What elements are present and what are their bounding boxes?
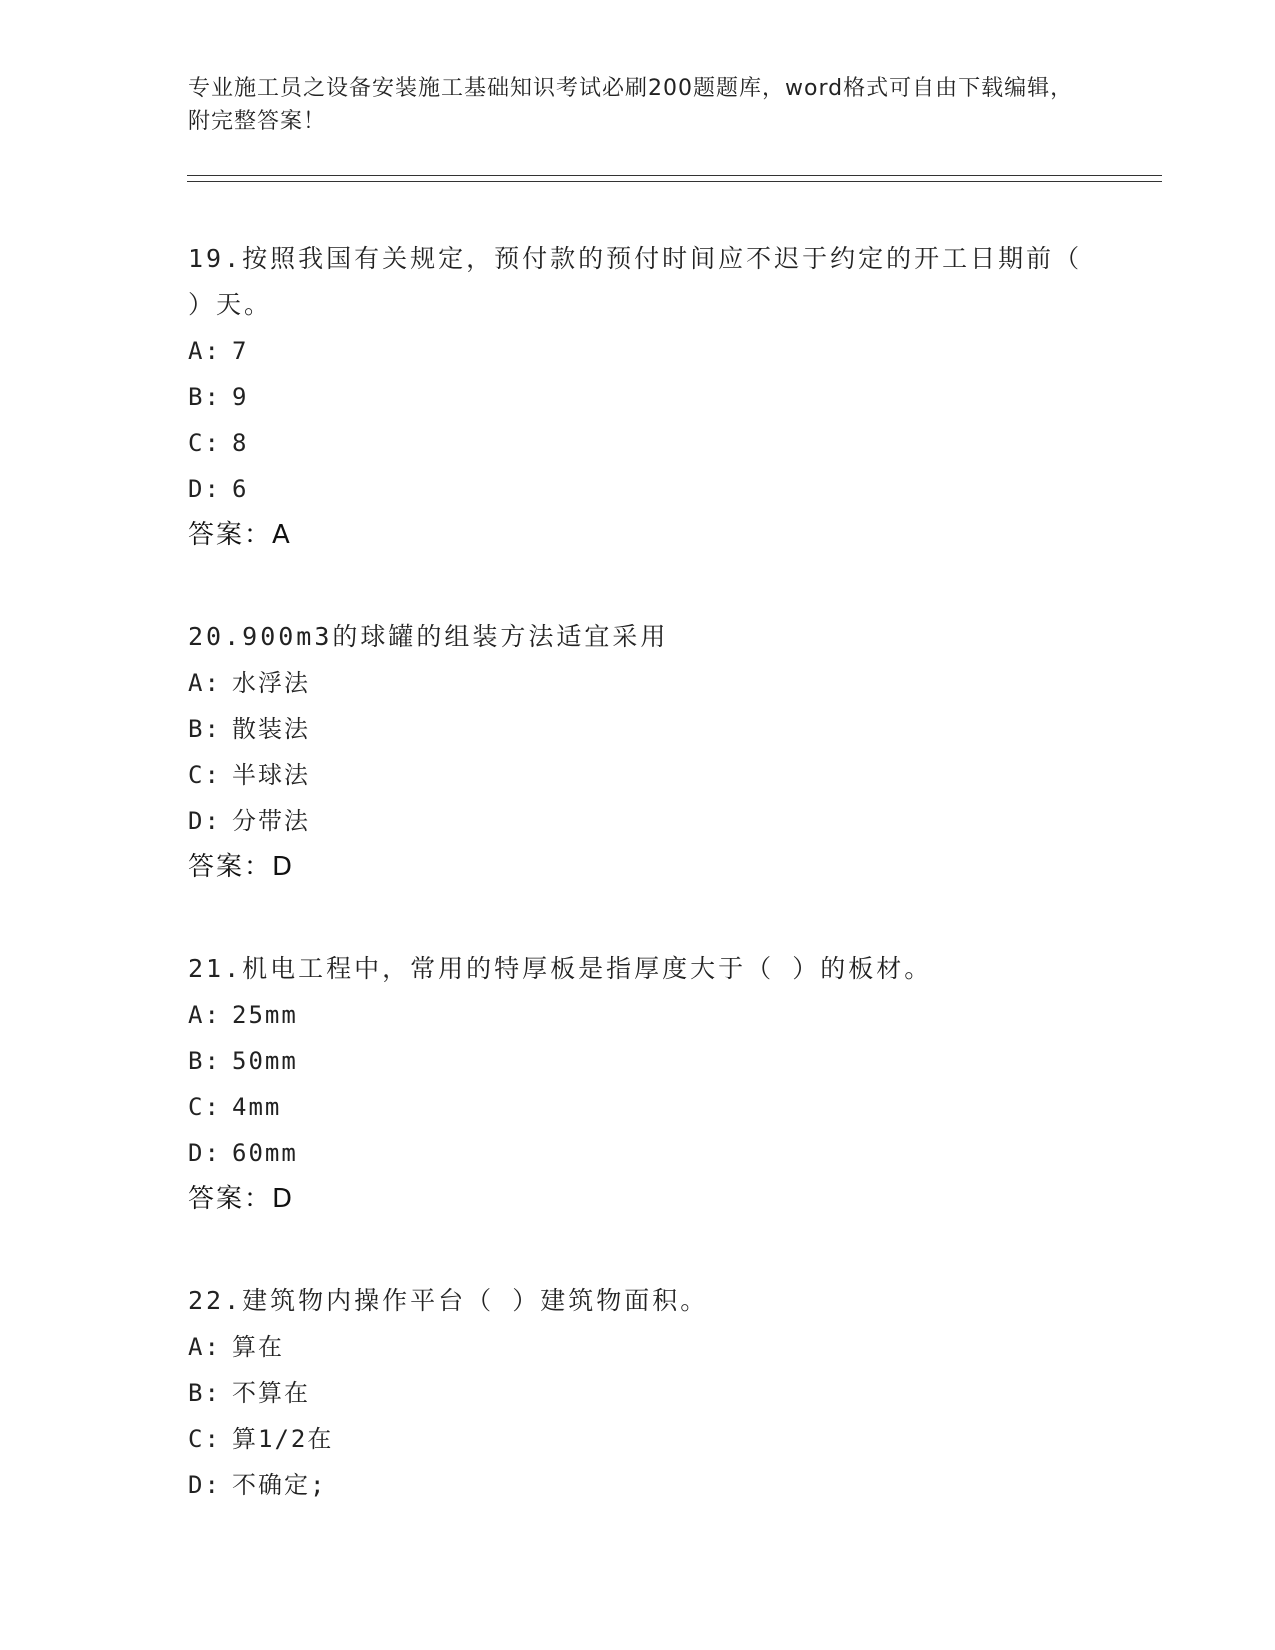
option-c [188,752,1088,798]
header-rule-bottom [187,181,1162,182]
question-19 [188,236,1088,558]
option-letter: D: [188,1139,221,1167]
option-b [188,374,1088,420]
option-text: 不算在 [232,1379,310,1407]
option-text: 50mm [232,1047,298,1075]
option-text: 水浮法 [232,669,310,697]
option-text: 散装法 [232,715,310,743]
option-text: 25mm [232,1001,298,1029]
option-text: 4mm [232,1093,282,1121]
option-a [188,660,1088,706]
option-letter: C: [188,761,221,789]
option-c [188,1416,1088,1462]
option-a [188,1324,1088,1370]
document-header: 专业施工员之设备安装施工基础知识考试必刷200题题库，word格式可自由下载编辑，附完整答案！ [188,76,1074,134]
option-text: 7 [232,337,249,365]
answer-line: 答案：D [188,852,295,882]
answer-line: 答案：D [188,1184,295,1214]
question-22 [188,1278,1088,1508]
question-stem: 20.900m3的球罐的组装方法适宜采用 [188,622,669,651]
option-b [188,1370,1088,1416]
option-letter: D: [188,807,221,835]
question-20 [188,614,1088,890]
option-b [188,1038,1088,1084]
header-rule-top [187,175,1162,176]
option-letter: C: [188,429,221,457]
option-d [188,798,1088,844]
question-stem: 22.建筑物内操作平台（ ）建筑物面积。 [188,1286,709,1315]
option-text: 60mm [232,1139,298,1167]
question-stem: 19.按照我国有关规定，预付款的预付时间应不迟于约定的开工日期前（ ）天。 [188,244,1083,319]
option-letter: D: [188,1471,221,1499]
option-d [188,1130,1088,1176]
option-letter: A: [188,1001,221,1029]
option-letter: A: [188,337,221,365]
option-a [188,328,1088,374]
option-text: 8 [232,429,249,457]
option-letter: A: [188,669,221,697]
option-letter: C: [188,1425,221,1453]
question-list [188,236,1088,1564]
question-21 [188,946,1088,1222]
option-c [188,1084,1088,1130]
option-b [188,706,1088,752]
option-a [188,992,1088,1038]
option-letter: B: [188,1047,221,1075]
question-stem: 21.机电工程中，常用的特厚板是指厚度大于（ ）的板材。 [188,954,933,983]
option-text: 分带法 [232,807,310,835]
option-d [188,466,1088,512]
option-text: 6 [232,475,249,503]
option-c [188,420,1088,466]
option-letter: B: [188,715,221,743]
option-letter: B: [188,383,221,411]
answer-line: 答案：A [188,520,292,550]
option-text: 9 [232,383,249,411]
option-text: 算在 [232,1333,284,1361]
option-text: 算1/2在 [232,1425,334,1453]
option-letter: D: [188,475,221,503]
option-letter: B: [188,1379,221,1407]
option-letter: A: [188,1333,221,1361]
option-letter: C: [188,1093,221,1121]
option-text: 半球法 [232,761,310,789]
option-text: 不确定; [232,1471,327,1499]
option-d [188,1462,1088,1508]
